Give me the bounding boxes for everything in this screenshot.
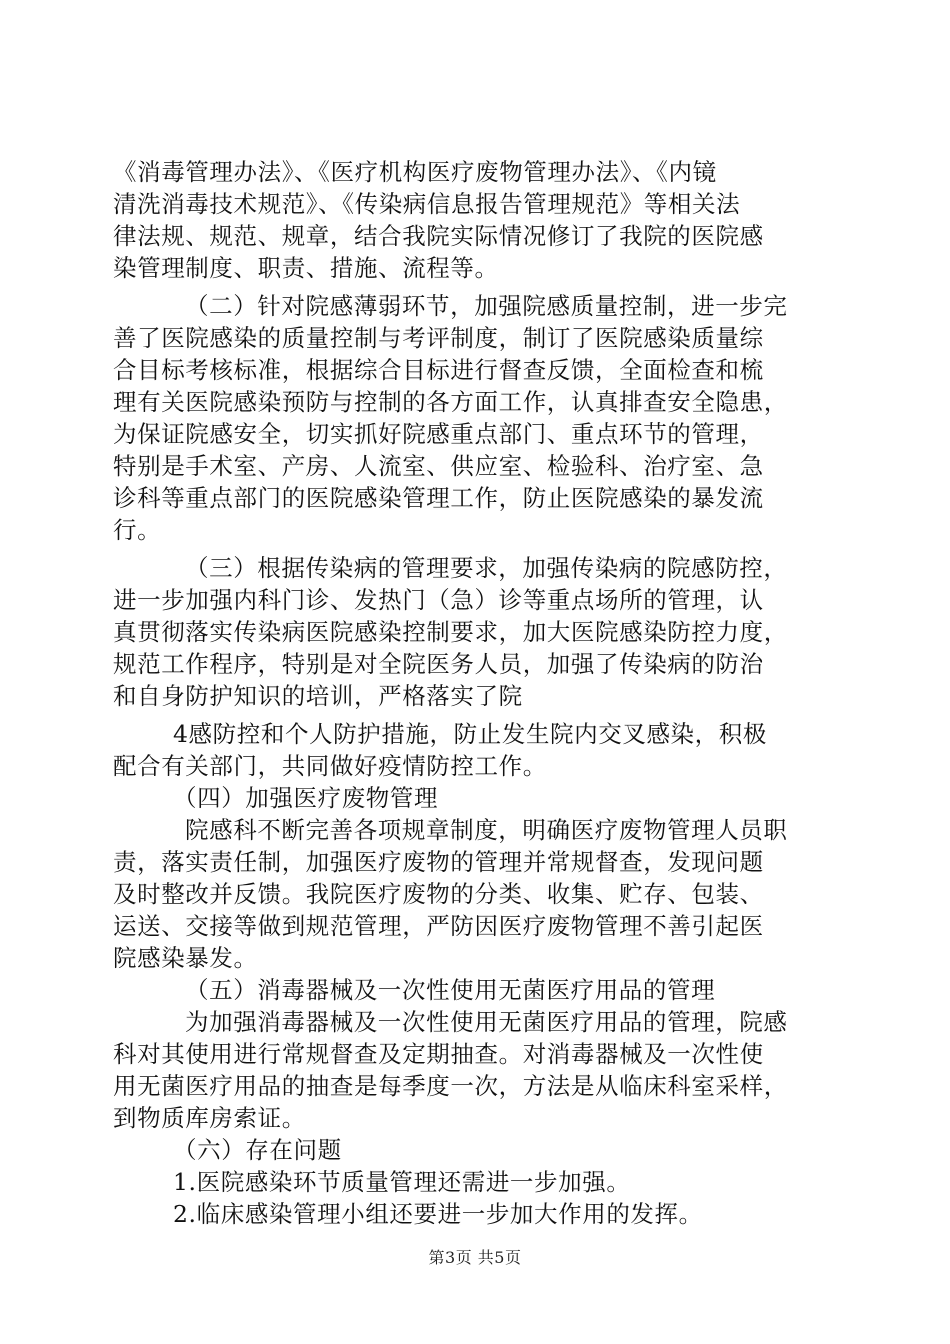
paragraph-line: 合目标考核标准，根据综合目标进行督查反馈，全面检查和梳 (113, 356, 764, 384)
document-body (113, 156, 843, 1230)
paragraph-line: 清洗消毒技术规范》、《传染病信息报告管理规范》等相关法 (113, 190, 741, 218)
paragraph-line: 真贯彻落实传染病医院感染控制要求，加大医院感染防控力度， (113, 618, 788, 646)
paragraph-line: 善了医院感染的质量控制与考评制度，制订了医院感染质量综 (113, 324, 764, 352)
paragraph-line: 和自身防护知识的培训，严格落实了院 (113, 682, 523, 710)
page-footer: 第3页 共5页 (428, 1248, 522, 1267)
paragraph-line: 4感防控和个人防护措施，防止发生院内交叉感染，积极 (173, 720, 767, 748)
paragraph-line: 理有关医院感染预防与控制的各方面工作，认真排查安全隐患， (113, 388, 788, 416)
paragraph-line: 特别是手术室、产房、人流室、供应室、检验科、治疗室、急 (113, 452, 764, 480)
section-heading: （四）加强医疗废物管理 (173, 784, 439, 812)
paragraph-line: 律法规、规范、规章，结合我院实际情况修订了我院的医院感 (113, 222, 764, 250)
paragraph-line: 规范工作程序，特别是对全院医务人员，加强了传染病的防治 (113, 650, 764, 678)
section-heading: （五）消毒器械及一次性使用无菌医疗用品的管理 (185, 976, 716, 1004)
paragraph-line: 《消毒管理办法》、《医疗机构医疗废物管理办法》、《内镜 (113, 158, 717, 186)
paragraph-line: 院感染暴发。 (113, 944, 258, 972)
paragraph-line: 责，落实责任制，加强医疗废物的管理并常规督查，发现问题 (113, 848, 764, 876)
paragraph-line: （三）根据传染病的管理要求，加强传染病的院感防控， (185, 554, 788, 582)
paragraph-line: 及时整改并反馈。我院医疗废物的分类、收集、贮存、包装、 (113, 880, 764, 908)
paragraph-line: 为保证院感安全，切实抓好院感重点部门、重点环节的管理， (113, 420, 764, 448)
section-heading: （六）存在问题 (173, 1136, 342, 1164)
paragraph-line: 院感科不断完善各项规章制度，明确医疗废物管理人员职 (185, 816, 788, 844)
paragraph-line: 到物质库房索证。 (113, 1104, 306, 1132)
paragraph-line: 用无菌医疗用品的抽查是每季度一次，方法是从临床科室采样， (113, 1072, 788, 1100)
paragraph-line: 配合有关部门，共同做好疫情防控工作。 (113, 752, 547, 780)
paragraph-line: 诊科等重点部门的医院感染管理工作，防止医院感染的暴发流 (113, 484, 764, 512)
paragraph-line: 科对其使用进行常规督查及定期抽查。对消毒器械及一次性使 (113, 1040, 764, 1068)
paragraph-line: 进一步加强内科门诊、发热门（急）诊等重点场所的管理，认 (113, 586, 764, 614)
paragraph-line: 运送、交接等做到规范管理，严防因医疗废物管理不善引起医 (113, 912, 764, 940)
paragraph-line: 行。 (113, 516, 162, 544)
list-item: 1.医院感染环节质量管理还需进一步加强。 (173, 1168, 631, 1196)
paragraph-line: 染管理制度、职责、措施、流程等。 (113, 254, 499, 282)
paragraph-line: （二）针对院感薄弱环节，加强院感质量控制，进一步完 (185, 292, 788, 320)
list-item: 2.临床感染管理小组还要进一步加大作用的发挥。 (173, 1200, 703, 1228)
paragraph-line: 为加强消毒器械及一次性使用无菌医疗用品的管理，院感 (185, 1008, 788, 1036)
